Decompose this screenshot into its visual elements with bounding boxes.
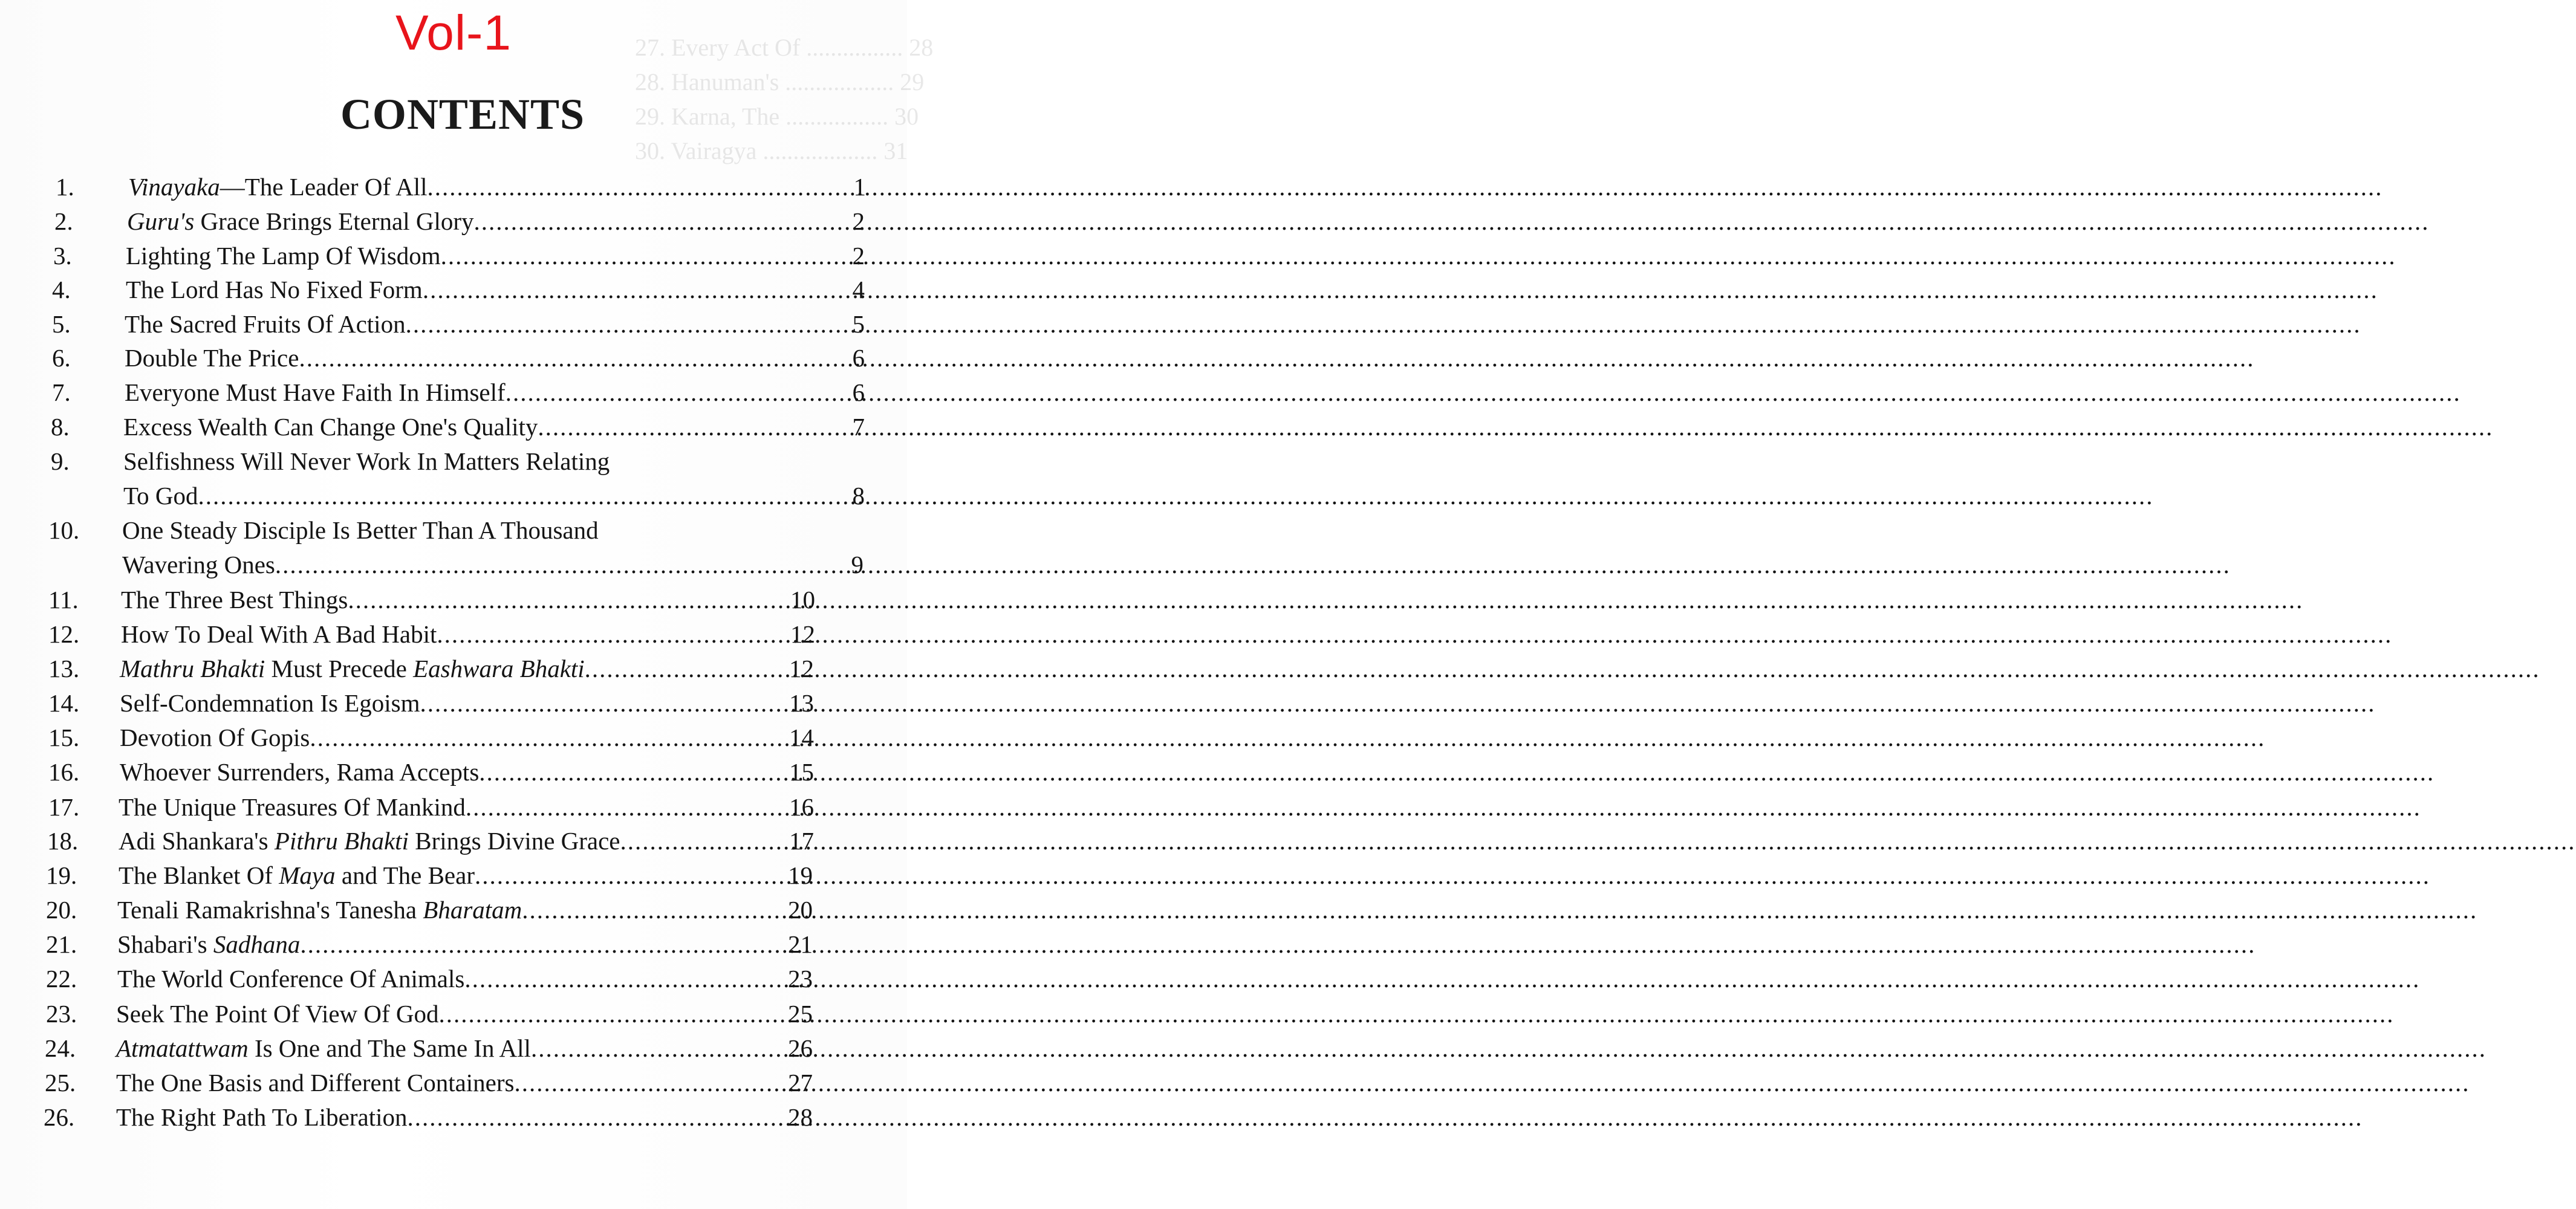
toc-entry-page: 14 xyxy=(789,724,814,751)
toc-entry-title-text: Devotion Of Gopis xyxy=(120,724,310,751)
toc-entry-line xyxy=(126,241,865,270)
toc-entry-number: 13. xyxy=(48,655,80,682)
toc-entry-title xyxy=(119,792,466,822)
toc-entry-page: 16 xyxy=(789,793,814,821)
toc-entry-number: 2. xyxy=(54,207,73,235)
toc-entry-number: 19. xyxy=(46,861,77,889)
toc-entry-title-text: Self-Condemnation Is Egoism xyxy=(120,689,420,717)
toc-entry-line xyxy=(119,792,814,822)
toc-entry-title-text: Shabari's xyxy=(117,930,213,958)
dot-leader xyxy=(538,412,851,441)
toc-entry-page: 25 xyxy=(788,1000,813,1028)
toc-entry-title-italic: Eashwara Bhakti xyxy=(413,655,585,682)
dot-leader xyxy=(348,585,789,614)
toc-entry-title xyxy=(125,378,506,407)
toc-entry-title xyxy=(120,723,310,752)
toc-entry-title xyxy=(120,654,585,683)
bleed-through-line: 27. Every Act Of ................ 28 xyxy=(635,34,934,61)
bleed-through-line: 28. Hanuman's .................. 29 xyxy=(635,68,925,96)
dot-leader xyxy=(441,241,851,270)
bleed-through-line: 29. Karna, The ................. 30 xyxy=(635,103,919,130)
toc-entry-page: 7 xyxy=(852,413,865,441)
toc-entry-line xyxy=(117,964,813,993)
toc-entry-title-italic: Bharatam xyxy=(423,896,522,924)
toc-entry-page: 13 xyxy=(789,689,814,717)
toc-entry-title-italic: Guru's xyxy=(127,207,195,235)
toc-entry-number: 10. xyxy=(48,516,80,544)
toc-entry-page: 6 xyxy=(852,344,865,372)
toc-entry-number: 16. xyxy=(48,758,80,786)
toc-entry-page: 20 xyxy=(788,896,813,924)
toc-entry-number: 15. xyxy=(48,724,80,751)
toc-entry-line xyxy=(126,275,865,304)
toc-entry-line xyxy=(116,1068,813,1097)
toc-entry-title-italic: Pithru Bhakti xyxy=(274,827,409,855)
toc-entry-line xyxy=(116,1103,813,1132)
toc-entry-title-text: Whoever Surrenders, Rama Accepts xyxy=(120,758,480,786)
toc-entry-title-italic: Mathru Bhakti xyxy=(120,655,265,682)
toc-entry-page: 19 xyxy=(788,861,813,889)
toc-entry-number: 1. xyxy=(56,173,74,201)
toc-entry-title xyxy=(120,689,420,718)
bleed-through-line: 30. Vairagya ................... 31 xyxy=(635,137,908,164)
toc-entry-title xyxy=(120,757,479,786)
toc-entry-number: 24. xyxy=(45,1034,76,1062)
toc-entry-page: 12 xyxy=(790,620,815,648)
dot-leader xyxy=(620,826,788,855)
toc-entry-line xyxy=(120,689,814,718)
toc-entry-number: 25. xyxy=(45,1069,76,1097)
toc-entry-line xyxy=(123,412,865,441)
toc-entry-page: 8 xyxy=(852,482,865,510)
dot-leader xyxy=(474,207,851,236)
toc-entry-title xyxy=(125,310,406,339)
toc-entry-line xyxy=(121,585,815,614)
book-page xyxy=(0,0,934,1209)
toc-entry-page: 23 xyxy=(788,965,813,993)
toc-entry-title-text: The Sacred Fruits Of Action xyxy=(125,310,406,338)
toc-entry-number: 26. xyxy=(44,1103,75,1131)
toc-entry-title-text: Selfishness Will Never Work In Matters Relating xyxy=(123,447,610,475)
dot-leader xyxy=(437,620,789,649)
toc-entry-title xyxy=(123,447,610,476)
dot-leader xyxy=(439,999,787,1028)
toc-entry-title-continuation: To God xyxy=(123,482,198,510)
toc-entry-number: 5. xyxy=(52,310,71,338)
toc-entry-line xyxy=(117,895,813,924)
toc-entry-number: 11. xyxy=(48,586,79,614)
toc-entry-number: 23. xyxy=(46,1000,77,1028)
toc-entry-number: 20. xyxy=(46,896,77,924)
dot-leader xyxy=(198,481,851,510)
toc-entry-title xyxy=(117,895,522,924)
toc-entry-continuation-line xyxy=(122,550,864,579)
dot-leader xyxy=(479,757,788,786)
toc-entry-title-text: Grace Brings Eternal Glory xyxy=(194,207,474,235)
dot-leader xyxy=(406,310,851,339)
toc-entry-page: 5 xyxy=(852,310,865,338)
toc-entry-title-text: Tenali Ramakrishna's Tanesha xyxy=(117,896,423,924)
table-of-contents xyxy=(0,0,934,1209)
toc-entry-title-text: Everyone Must Have Faith In Himself xyxy=(125,378,506,406)
toc-entry-page: 2 xyxy=(852,207,865,235)
dot-leader xyxy=(407,1103,787,1132)
toc-entry-title-text: The Lord Has No Fixed Form xyxy=(126,276,423,303)
toc-entry-title xyxy=(116,999,439,1028)
toc-entry-title-text: How To Deal With A Bad Habit xyxy=(121,620,437,648)
dot-leader xyxy=(275,550,850,579)
toc-entry-page: 28 xyxy=(788,1103,813,1131)
toc-entry-number: 8. xyxy=(51,413,70,441)
toc-entry-title xyxy=(116,1034,531,1063)
toc-entry-line xyxy=(120,723,814,752)
toc-entry-line xyxy=(125,343,865,372)
toc-entry-number: 18. xyxy=(47,827,79,855)
toc-entry-title-text: The One Basis and Different Containers xyxy=(116,1069,515,1097)
toc-entry-title-text: The Blanket Of xyxy=(119,861,279,889)
toc-entry-number: 22. xyxy=(46,965,77,993)
page-title: CONTENTS xyxy=(340,90,585,138)
toc-entry-title-text: Brings Divine Grace xyxy=(408,827,620,855)
toc-entry-line xyxy=(125,310,865,339)
dot-leader xyxy=(423,275,851,304)
dot-leader xyxy=(300,930,787,959)
toc-entry-title-italic: Maya xyxy=(279,861,336,889)
dot-leader xyxy=(475,861,787,890)
toc-entry-page: 9 xyxy=(851,551,864,579)
toc-entry-number: 9. xyxy=(51,447,70,475)
toc-entry-title-text: Adi Shankara's xyxy=(119,827,275,855)
toc-entry-line xyxy=(116,999,813,1028)
toc-entry-number: 14. xyxy=(48,689,80,717)
toc-entry-title-text: Excess Wealth Can Change One's Quality xyxy=(123,413,538,441)
toc-entry-title-text: Must Precede xyxy=(265,655,414,682)
dot-leader xyxy=(464,964,787,993)
toc-entry-title xyxy=(116,1103,407,1132)
toc-entry-title-text: The Three Best Things xyxy=(121,586,348,614)
toc-entry-title xyxy=(122,516,599,545)
toc-entry-title xyxy=(116,1068,514,1097)
toc-entry-page: 2 xyxy=(852,242,865,270)
toc-entry-page: 1 xyxy=(853,173,866,201)
toc-entry-title xyxy=(119,861,475,890)
toc-entry-line xyxy=(119,861,813,890)
toc-entry-continuation-line xyxy=(123,481,865,510)
toc-entry-title-italic: Atmatattwam xyxy=(116,1034,249,1062)
dot-leader xyxy=(466,792,788,822)
toc-entry-title-italic: Vinayaka xyxy=(128,173,220,201)
dot-leader xyxy=(420,689,788,718)
dot-leader xyxy=(585,654,788,683)
toc-entry-title xyxy=(121,620,437,649)
toc-entry-title xyxy=(126,275,423,304)
toc-entry-title xyxy=(128,172,427,201)
toc-entry-line xyxy=(119,826,814,855)
toc-entry-line xyxy=(121,620,815,649)
dot-leader xyxy=(427,172,852,201)
toc-entry-title-text: The Right Path To Liberation xyxy=(116,1103,408,1131)
toc-entry-line xyxy=(127,207,865,236)
toc-entry-line xyxy=(128,172,866,201)
dot-leader xyxy=(522,895,787,924)
toc-entry-line xyxy=(120,654,814,683)
toc-entry-title-text: The World Conference Of Animals xyxy=(117,965,465,993)
toc-entry-title-continuation: Wavering Ones xyxy=(122,551,275,579)
toc-entry-title-text: —The Leader Of All xyxy=(220,173,428,201)
toc-entry-page: 4 xyxy=(852,276,865,303)
toc-entry-title-text: One Steady Disciple Is Better Than A Thousand xyxy=(122,516,599,544)
dot-leader xyxy=(299,343,851,372)
toc-entry-line xyxy=(117,930,813,959)
toc-entry-number: 6. xyxy=(52,344,71,372)
dot-leader xyxy=(531,1034,787,1063)
toc-entry-number: 3. xyxy=(53,242,72,270)
toc-entry-title-text: The Unique Treasures Of Mankind xyxy=(119,793,466,821)
toc-entry-title xyxy=(121,585,348,614)
toc-entry-title xyxy=(117,964,464,993)
toc-entry-line xyxy=(120,757,814,786)
toc-entry-number: 4. xyxy=(52,276,71,303)
toc-entry-title xyxy=(123,412,538,441)
toc-entry-page: 15 xyxy=(789,758,814,786)
toc-entry-page: 17 xyxy=(789,827,814,855)
toc-entry-number: 12. xyxy=(48,620,80,648)
toc-entry-number: 21. xyxy=(46,930,77,958)
toc-entry-page: 12 xyxy=(789,655,814,682)
toc-entry-title xyxy=(125,343,299,372)
toc-entry-number: 17. xyxy=(48,793,80,821)
dot-leader xyxy=(506,378,851,407)
toc-entry-title-italic: Sadhana xyxy=(213,930,301,958)
toc-entry-title-text: Seek The Point Of View Of God xyxy=(116,1000,439,1028)
toc-entry-title-text: Double The Price xyxy=(125,344,299,372)
toc-entry-title xyxy=(126,241,441,270)
toc-entry-page: 21 xyxy=(788,930,813,958)
toc-entry-page: 26 xyxy=(788,1034,813,1062)
toc-entry-title-text: Is One and The Same In All xyxy=(248,1034,531,1062)
toc-entry-title-text: and The Bear xyxy=(335,861,475,889)
toc-entry-title-text: Lighting The Lamp Of Wisdom xyxy=(126,242,441,270)
dot-leader xyxy=(310,723,788,752)
toc-entry-line xyxy=(116,1034,813,1063)
toc-entry-title xyxy=(117,930,300,959)
toc-entry-page: 27 xyxy=(788,1069,813,1097)
toc-entry-number: 7. xyxy=(52,378,71,406)
dot-leader xyxy=(514,1068,787,1097)
toc-entry-title xyxy=(119,826,620,855)
volume-label: Vol-1 xyxy=(395,5,512,60)
toc-entry-page: 10 xyxy=(790,586,815,614)
toc-entry-title xyxy=(127,207,474,236)
toc-entry-page: 6 xyxy=(852,378,865,406)
toc-entry-line xyxy=(125,378,865,407)
